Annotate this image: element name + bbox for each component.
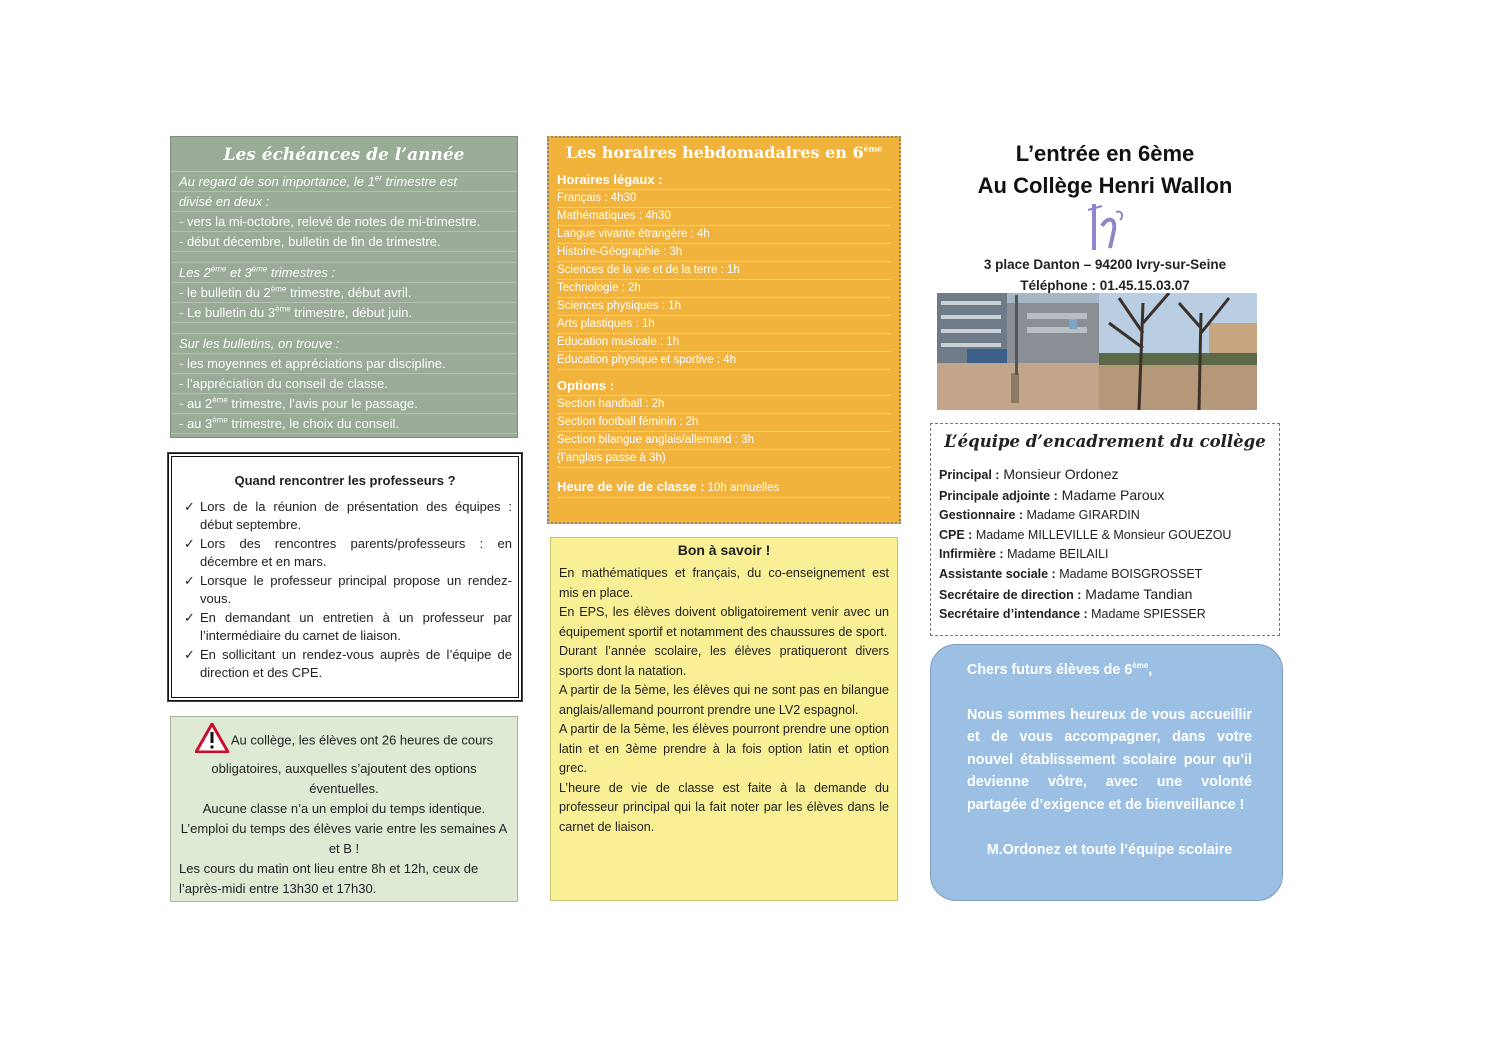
profs-panel [168,453,522,701]
check-icon: ✓ [184,536,195,551]
courtyard-photo [1099,293,1257,410]
staff-row: Principal : Monsieur Ordonez [939,466,1119,482]
savoir-paragraph: Durant l’année scolaire, les élèves pratiqueront divers sports dont la natation. [559,644,889,678]
list-item: Section bilangue anglais/allemand : 3h [557,432,891,450]
echeances-item: - le bulletin du 2ème trimestre, début avril. [171,283,517,303]
school-logo [1082,202,1128,257]
list-item: Langue vivante étrangère : 4h [557,226,891,244]
bulletins-heading: Sur les bulletins, on trouve : [171,334,517,354]
check-icon: ✓ [184,499,195,514]
school-name: Au Collège Henri Wallon [977,173,1233,198]
echeances-item: - au 2ème trimestre, l’avis pour le passage. [171,394,517,414]
echeances-item: - l’appréciation du conseil de classe. [171,374,517,394]
savoir-paragraph: En mathématiques et français, du co-enseignement est mis en place. [559,566,889,600]
warning-text-4: Les cours du matin ont lieu entre 8h et 12h, ceux de l’après-midi entre 13h30 et 17h30. [179,861,479,896]
school-photo [937,293,1099,410]
header [930,136,1280,293]
check-icon: ✓ [184,573,195,588]
echeances-item: - début décembre, bulletin de fin de trimestre. [171,232,517,252]
echeances-intro-2: divisé en deux : [171,192,517,212]
warning-text-2: Aucune classe n’a un emploi du temps identique. [202,801,486,816]
savoir-panel [550,537,898,901]
warning-panel [170,716,518,902]
welcome-message [930,644,1283,901]
equipe-title: L’équipe d’encadrement du collège [944,432,1266,451]
savoir-paragraph: A partir de la 5ème, les élèves qui ne sont pas en bilangue anglais/allemand pourront prendre une LV2 espagnol. [559,683,889,717]
staff-row: CPE : Madame MILLEVILLE & Monsieur GOUEZOU [939,527,1232,542]
list-item: ✓ Lorsque le professeur principal propose un rendez-vous. [184,573,512,606]
savoir-paragraph: A partir de la 5ème, les élèves pourront prendre une option latin et en 3ème prendre à la fois option latin et option grec. [559,722,889,775]
list-item: Section football féminin : 2h [557,414,891,432]
echeances-item: - au 3ème trimestre, le choix du conseil. [171,414,517,434]
echeances-intro: Au regard de son importance, le 1er trimestre est [171,172,517,192]
signature: M.Ordonez et toute l’équipe scolaire [986,841,1233,858]
staff-row: Principale adjointe : Madame Paroux [939,486,1165,503]
list-item: Sciences physiques : 1h [557,298,891,316]
echeances-item: - Le bulletin du 3ème trimestre, début juin. [171,303,517,323]
check-icon: ✓ [184,647,195,662]
staff-row: Gestionnaire : Madame GIRARDIN [939,508,1140,523]
savoir-paragraph: En EPS, les élèves doivent obligatoirement venir avec un équipement sportif et notamment des chaussures de sport. [559,605,889,639]
list-item: Education musicale : 1h [557,334,891,352]
list-item: ✓ En sollicitant un rendez-vous auprès de l’équipe de direction et des CPE. [184,647,512,680]
list-item: Arts plastiques : 1h [557,316,891,334]
echeances-item: - vers la mi-octobre, relevé de notes de mi-trimestre. [171,212,517,232]
list-item: Education physique et sportive : 4h [557,352,891,370]
list-item: Sciences de la vie et de la terre : 1h [557,262,891,280]
message-body: Nous sommes heureux de vous accueillir et de vous accompagner, dans votre nouvel établissement scolaire pour qu’il devienne vôtre, avec une volonté partagée d’exigence et de bienveillance ! [967,706,1252,813]
phone: Téléphone : 01.45.15.03.07 [1020,278,1190,293]
horaires-title: Les horaires hebdomadaires en 6ème [565,143,883,162]
vie-de-classe: Heure de vie de classe : 10h annuelles [557,478,891,498]
warning-icon [195,723,229,759]
list-item: ✓ Lors des rencontres parents/professeurs : en décembre et en mars. [184,536,512,569]
list-item: (l’anglais passe à 3h) [557,450,891,468]
horaires-panel [547,136,901,524]
staff-row: Infirmière : Madame BEILAILI [939,547,1109,562]
savoir-paragraph: L’heure de vie de classe est faite à la demande du professeur principal qui la fait noter par les élèves dans le carnet de liaison. [559,780,889,834]
echeances-panel [170,136,518,438]
warning-text-3: L’emploi du temps des élèves varie entre les semaines A et B ! [180,821,508,856]
page-title: L’entrée en 6ème [1015,141,1195,166]
list-item: Mathématiques : 4h30 [557,208,891,226]
list-item: ✓ Lors de la réunion de présentation des équipes : début septembre. [184,499,512,532]
savoir-title: Bon à savoir ! [677,542,771,558]
staff-row: Secrétaire de direction : Madame Tandian [939,585,1193,602]
greeting: Chers futurs élèves de 6ème, [967,661,1153,678]
staff-row: Secrétaire d’intendance : Madame SPIESSER [939,607,1206,622]
horaires-legaux-heading: Horaires légaux : [557,172,891,190]
warning-text-1: Au collège, les élèves ont 26 heures de cours obligatoires, auxquelles s’ajoutent des options éventuelles. [211,732,494,796]
trimestres-heading: Les 2ème et 3ème trimestres : [171,263,517,283]
list-item: Section handball : 2h [557,396,891,414]
list-item: Technologie : 2h [557,280,891,298]
list-item: Français : 4h30 [557,190,891,208]
horaires-options-heading: Options : [557,378,891,396]
echeances-item: - les moyennes et appréciations par discipline. [171,354,517,374]
check-icon: ✓ [184,610,195,625]
profs-title: Quand rencontrer les professeurs ? [234,473,456,488]
equipe-panel [930,423,1280,636]
echeances-title: Les échéances de l’année [171,137,517,172]
list-item: ✓ En demandant un entretien à un professeur par l’intermédiaire du carnet de liaison. [184,610,512,643]
list-item: Histoire-Géographie : 3h [557,244,891,262]
address: 3 place Danton – 94200 Ivry-sur-Seine [983,257,1227,272]
staff-row: Assistante sociale : Madame BOISGROSSET [939,566,1203,581]
